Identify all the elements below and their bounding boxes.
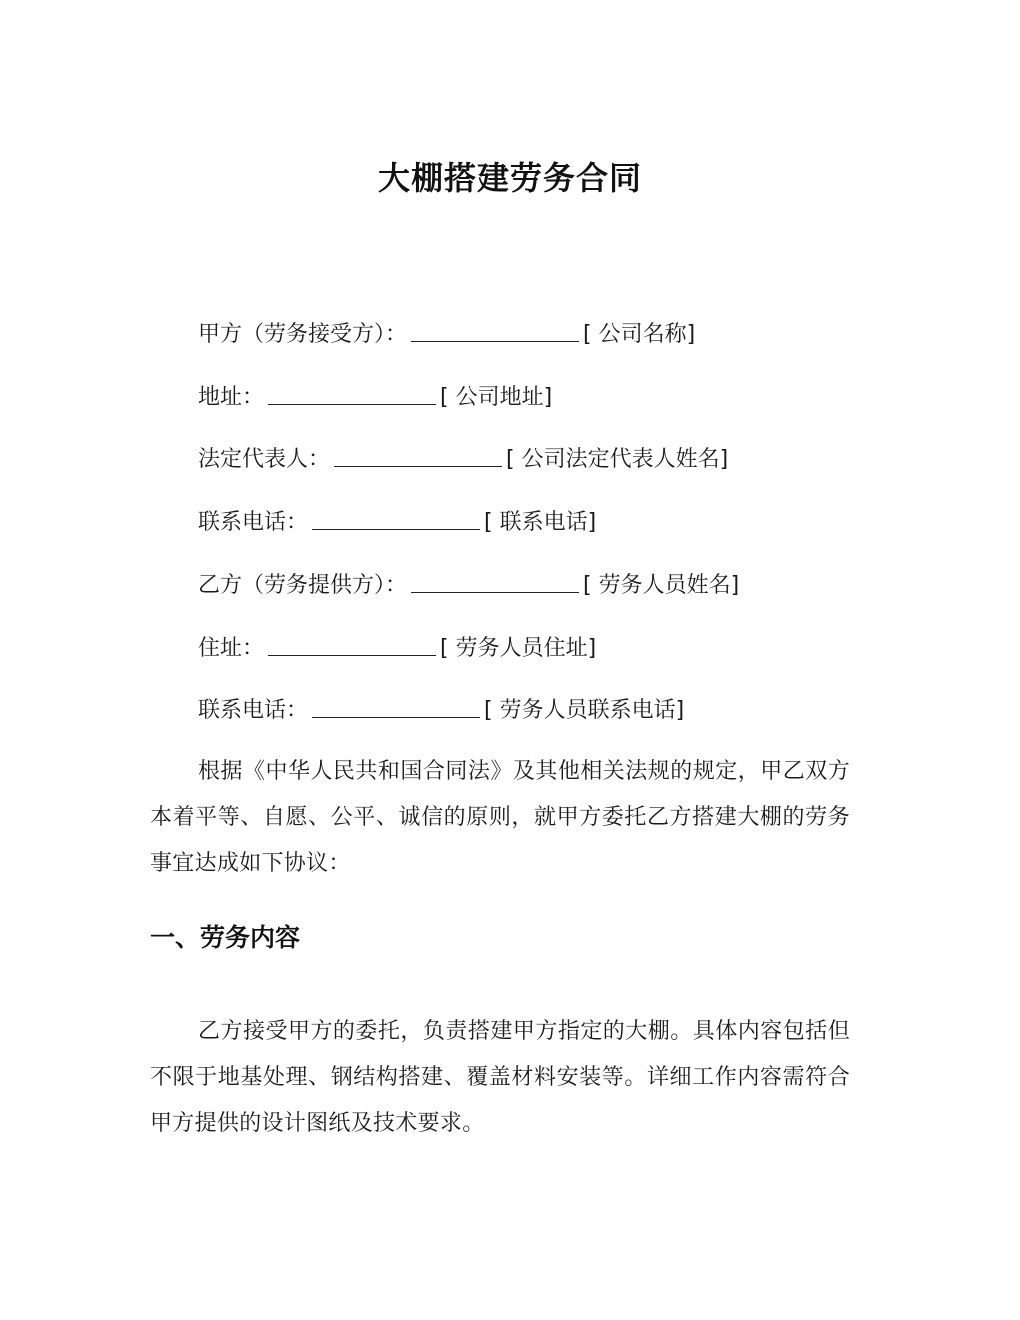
party-a-name-hint: [ 公司名称] <box>583 322 696 347</box>
party-b-address-blank <box>268 654 436 656</box>
intro-paragraph: 根据《中华人民共和国合同法》及其他相关法规的规定，甲乙双方本着平等、自愿、公平、诚信的原则，就甲方委托乙方搭建大棚的劳务事宜达成如下协议： <box>150 759 850 876</box>
party-a-name-blank <box>411 340 579 342</box>
section-1-paragraph: 乙方接受甲方的委托，负责搭建甲方指定的大棚。具体内容包括但不限于地基处理、钢结构搭建、覆盖材料安装等。详细工作内容需符合甲方提供的设计图纸及技术要求。 <box>150 1019 850 1136</box>
party-a-phone-label: 联系电话： <box>198 510 309 535</box>
party-a-rep-blank <box>334 465 502 467</box>
party-b-phone-blank <box>312 716 480 718</box>
party-b-address-hint: [ 劳务人员住址] <box>440 636 597 661</box>
party-a-address-label: 地址： <box>198 385 265 410</box>
party-b-name-row <box>198 567 739 599</box>
party-a-name-label: 甲方（劳务接受方）： <box>198 322 408 347</box>
section-1-heading: 一、劳务内容 <box>150 923 301 952</box>
party-a-rep-hint: [ 公司法定代表人姓名] <box>506 447 729 472</box>
party-a-name-row <box>198 316 695 348</box>
party-a-address-row <box>198 379 552 411</box>
party-b-name-label: 乙方（劳务提供方）： <box>198 573 408 598</box>
party-a-rep-label: 法定代表人： <box>198 447 331 472</box>
party-a-rep-row <box>198 441 728 473</box>
party-b-address-row <box>198 630 596 662</box>
party-b-name-hint: [ 劳务人员姓名] <box>583 573 740 598</box>
party-a-phone-hint: [ 联系电话] <box>484 510 597 535</box>
party-a-address-blank <box>268 403 436 405</box>
party-b-name-blank <box>411 591 579 593</box>
party-b-phone-label: 联系电话： <box>198 698 309 723</box>
party-b-address-label: 住址： <box>198 636 265 661</box>
document-title: 大棚搭建劳务合同 <box>377 159 642 197</box>
party-b-phone-hint: [ 劳务人员联系电话] <box>484 698 685 723</box>
party-a-address-hint: [ 公司地址] <box>440 385 553 410</box>
party-a-phone-blank <box>312 528 480 530</box>
party-a-phone-row <box>198 504 596 536</box>
party-b-phone-row <box>198 692 684 724</box>
